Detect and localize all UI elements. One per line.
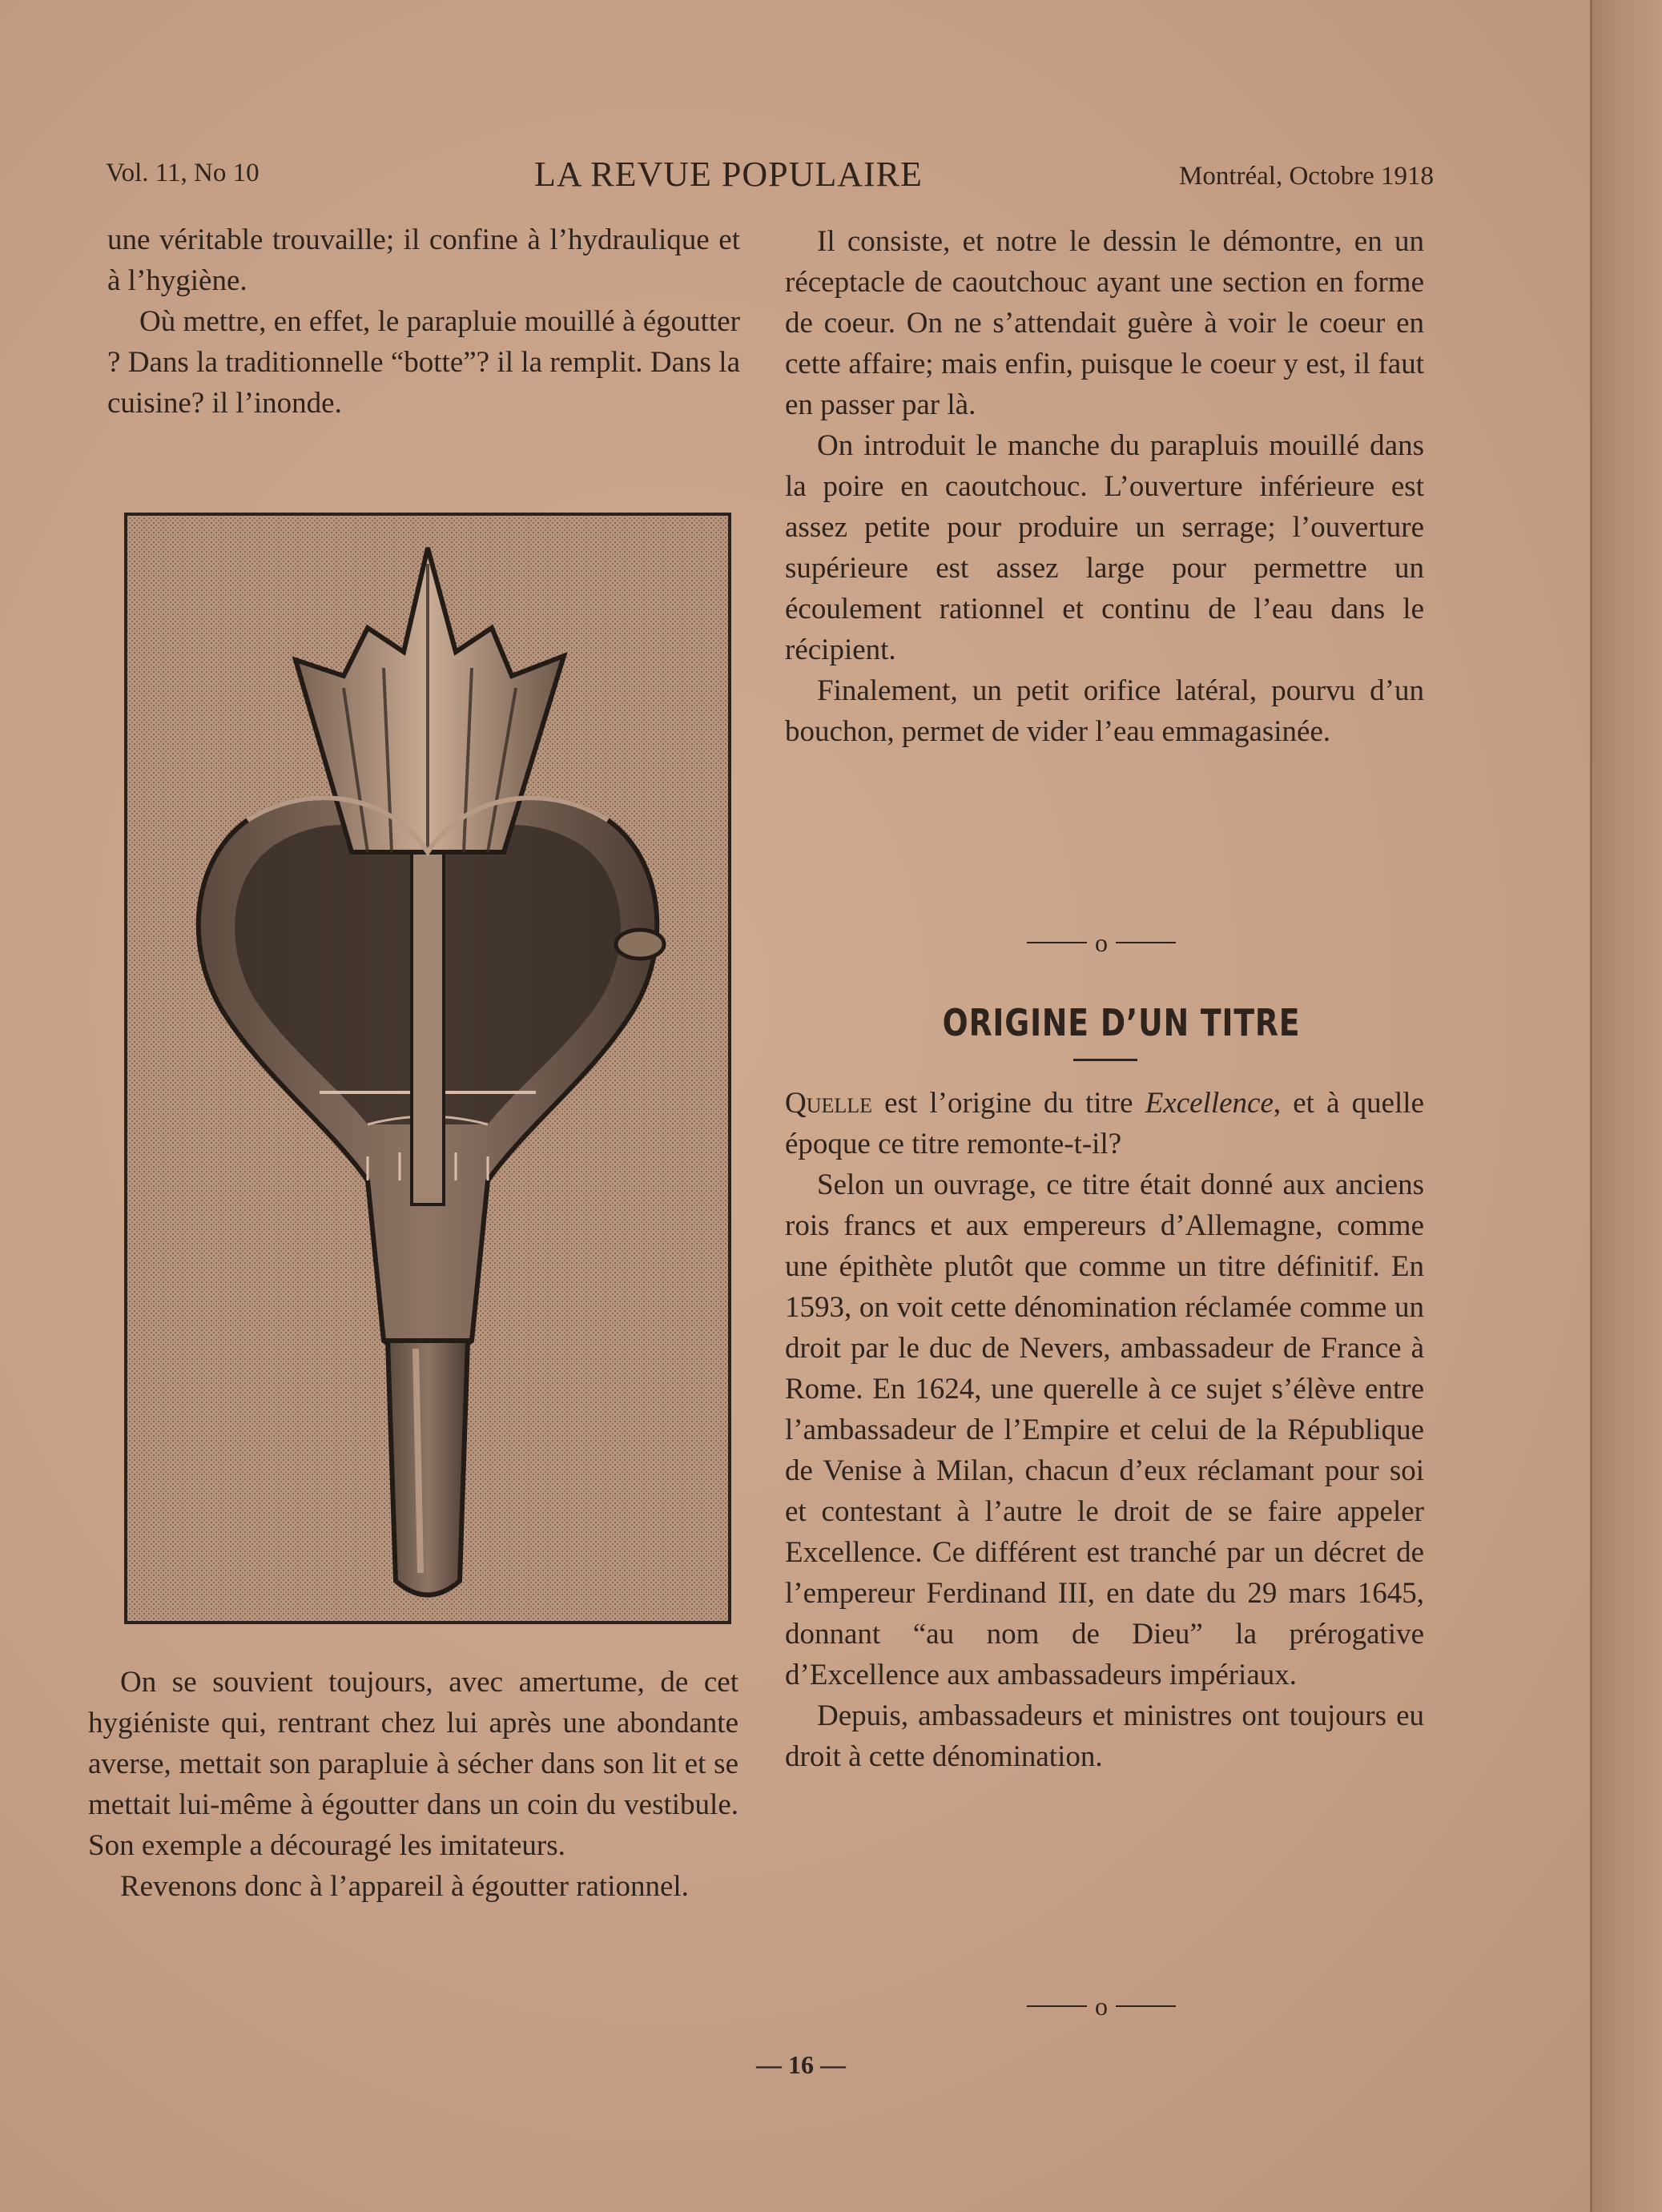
paragraph: une véritable trouvaille; il confine à l’hydraulique et à l’hygiène.: [107, 223, 740, 297]
left-column-top: [107, 219, 740, 424]
article-body: [785, 1083, 1424, 1777]
paragraph: Depuis, ambassadeurs et ministres ont toujours eu droit à cette dénomination.: [785, 1699, 1424, 1773]
paragraph: On se souvient toujours, avec amertume, de cet hygiéniste qui, rentrant chez lui après une abondante averse, mettait son parapluie à sécher dans son lit et se mettait lui-même à égoutter dans un coin du vestibule. Son exemple a découragé les imitateurs.: [88, 1666, 738, 1862]
separator-line: [1027, 2005, 1087, 2007]
lead-word: Quelle: [785, 1087, 873, 1120]
article-title: ORIGINE D’UN TITRE: [942, 1001, 1301, 1044]
paragraph: Selon un ouvrage, ce titre était donné aux anciens rois francs et aux empereurs d’Allemagne, comme une épithète plutôt que comme un titre définitif. En 1593, on voit cette dénomination réclamée comme un droit par le duc de Nevers, ambassadeur de France à Rome. En 1624, une querelle à ce sujet s’élève entre l’ambassadeur de l’Empire et celui de la République de Venise à Milan, chacun d’eux réclamant pour soi et contestant à l’autre le droit de se faire appeler Excellence. Ce différent est tranché par un décret de l’empereur Ferdinand III, en date du 29 mars 1645, donnant “au nom de Dieu” la prérogative d’Excellence aux ambassadeurs impériaux.: [785, 1168, 1424, 1691]
left-column-bottom: [88, 1662, 738, 1907]
paragraph: Où mettre, en effet, le parapluie mouillé à égoutter ? Dans la traditionnelle “botte”? il la remplit. Dans la cuisine? il l’inonde.: [107, 305, 740, 420]
issue-date: Montréal, Octobre 1918: [1179, 162, 1434, 191]
page-edge-shadow: [1590, 0, 1662, 2212]
right-column: [785, 221, 1424, 752]
lead-italic: Excellence: [1145, 1087, 1274, 1120]
umbrella-drainer-drawing: [127, 516, 728, 1621]
paragraph: Il consiste, et notre le dessin le démontre, en un réceptacle de caoutchouc ayant une section en forme de coeur. On ne s’attendait guère à voir le coeur en cette affaire; mais enfin, puisque le coeur y est, il faut en passer par là.: [785, 225, 1424, 421]
volume-number: Vol. 11, No 10: [106, 159, 260, 187]
lead-end: , et à quelle époque ce titre remonte-t-il?: [785, 1087, 1425, 1160]
page-header: [106, 154, 1434, 194]
lead-text: est l’origine du titre: [872, 1087, 1145, 1120]
section-separator: [1017, 927, 1185, 957]
separator-line: [1116, 942, 1176, 943]
separator-mark: o: [1095, 1991, 1108, 2021]
publication-title: LA REVUE POPULAIRE: [534, 155, 923, 194]
page-footer: [0, 2050, 1602, 2080]
section-separator: [1017, 1991, 1185, 2021]
paragraph: Finalement, un petit orifice latéral, pourvu d’un bouchon, permet de vider l’eau emmagasinée.: [785, 674, 1424, 748]
separator-line: [1027, 942, 1087, 943]
paragraph: On introduit le manche du parapluis mouillé dans la poire en caoutchouc. L’ouverture inférieure est assez petite pour produire un serrage; l’ouverture supérieure est assez large pour permettre un écoulement rationnel et continu de l’eau dans le récipient.: [785, 429, 1424, 666]
separator-line: [1116, 2005, 1176, 2007]
title-underline: [1073, 1059, 1137, 1061]
paragraph: Revenons donc à l’appareil à égoutter rationnel.: [120, 1870, 689, 1903]
article-lead: [785, 1083, 1424, 1164]
page-number: — 16 —: [756, 2050, 846, 2079]
umbrella-drainer-illustration: [124, 513, 731, 1624]
separator-mark: o: [1095, 927, 1108, 957]
